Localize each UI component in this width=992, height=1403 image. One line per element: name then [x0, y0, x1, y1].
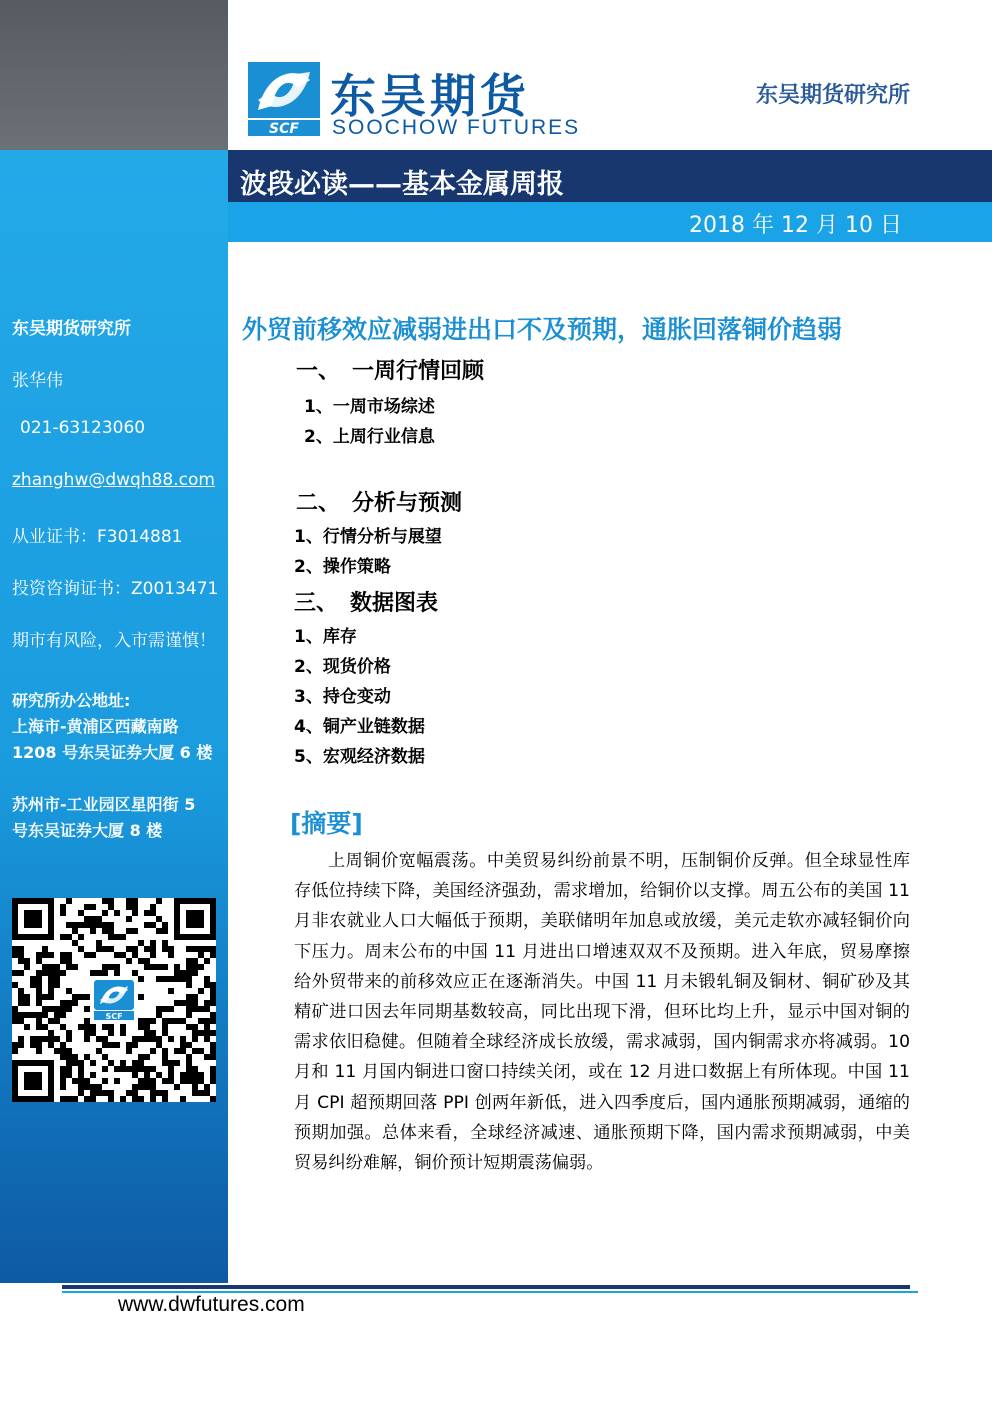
sidebar-address-shanghai-1: 上海市-黄浦区西藏南路 [12, 717, 179, 736]
section-title [296, 354, 484, 385]
section-title [294, 586, 438, 617]
footer-divider [62, 1285, 910, 1289]
sidebar-cert-practice: 从业证书：F3014881 [12, 527, 183, 547]
summary-body: 上周铜价宽幅震荡。中美贸易纠纷前景不明，压制铜价反弹。但全球显性库存低位持续下降，美国经济强劲，需求增加，给铜价以支撑。周五公布的美国 11 月非农就业人口大幅低于预期，美联储明年加息或放缓，美元走软亦减轻铜价向下压力。周末公布的中国 11 月进出口增速双双不及预期。进入年底，贸易摩擦给外贸带来的前移效应正在逐渐消失。中国 11 月未锻轧铜及铜材、铜矿砂及其精矿进口因去年同期基数较高，同比出现下滑，但环比均上升，显示中国对铜的需求依旧稳健。但随着全球经济成长放缓，需求减弱，国内铜需求亦将减弱。10 月和 11 月国内铜进口窗口持续关闭，或在 12 月进口数据上有所体现。中国 11 月 CPI 超预期回落 PPI 创两年新低，进入四季度后，国内通胀预期减弱，通缩的预期加强。总体来看，全球经济减速、通胀预期下降，国内需求预期减弱，中美贸易纠纷难解，铜价预计短期震荡偏弱。 [294, 851, 910, 1174]
summary-title: [摘要] [290, 809, 363, 838]
sidebar-top-panel [0, 0, 228, 150]
header-institute: 东吴期货研究所 [755, 83, 910, 108]
sidebar-phone: 021-63123060 [20, 418, 146, 438]
section-number: 一、 [296, 359, 341, 384]
toc-item: 2、现货价格 [294, 657, 391, 677]
toc-item: 2、上周行业信息 [304, 427, 435, 447]
qr-logo-icon [90, 976, 138, 1024]
section-number: 三、 [294, 591, 339, 616]
toc-item: 5、宏观经济数据 [294, 747, 425, 767]
brand-logo [248, 62, 588, 142]
toc-item: 2、操作策略 [294, 557, 391, 577]
sidebar-email-link[interactable]: zhanghw@dwqh88.com [12, 470, 215, 490]
sidebar-risk-warning: 期市有风险，入市需谨慎！ [12, 631, 216, 651]
sidebar-address-shanghai-2: 1208 号东吴证券大厦 6 楼 [12, 743, 213, 762]
sidebar-institute: 东吴期货研究所 [12, 319, 131, 339]
sidebar-cert-consult: 投资咨询证书：Z0013471 [12, 579, 219, 599]
section-label: 一周行情回顾 [352, 359, 485, 384]
logo-abbr-text: SCF [269, 121, 299, 137]
toc-item: 1、一周市场综述 [304, 397, 435, 417]
sidebar-analyst: 张华伟 [12, 371, 63, 391]
toc-item: 3、持仓变动 [294, 687, 391, 707]
brand-name-cn: 东吴期货 [330, 69, 530, 123]
sidebar-address-label: 研究所办公地址: [12, 691, 131, 710]
sidebar-address-suzhou-1: 苏州市-工业园区星阳街 5 [12, 795, 196, 814]
report-date: 2018 年 12 月 10 日 [689, 213, 902, 238]
sidebar [0, 150, 228, 1283]
section-label: 分析与预测 [352, 491, 463, 516]
sidebar-address-suzhou-2: 号东吴证券大厦 8 楼 [12, 821, 163, 840]
scf-logo-icon [248, 62, 324, 138]
qr-code [12, 898, 216, 1102]
section-title [296, 486, 462, 517]
footer-website-link[interactable]: www.dwfutures.com [118, 1293, 305, 1316]
date-band [228, 202, 992, 242]
title-band [228, 150, 992, 202]
report-title: 波段必读——基本金属周报 [240, 169, 564, 200]
toc-item: 4、铜产业链数据 [294, 717, 425, 737]
headline: 外贸前移效应减弱进出口不及预期，通胀回落铜价趋弱 [242, 315, 843, 344]
toc-item: 1、库存 [294, 627, 357, 647]
brand-name-en: SOOCHOW FUTURES [332, 116, 581, 139]
section-number: 二、 [296, 491, 341, 516]
section-label: 数据图表 [350, 591, 439, 616]
toc-item: 1、行情分析与展望 [294, 527, 442, 547]
qr-logo-text: SCF [105, 1012, 123, 1021]
